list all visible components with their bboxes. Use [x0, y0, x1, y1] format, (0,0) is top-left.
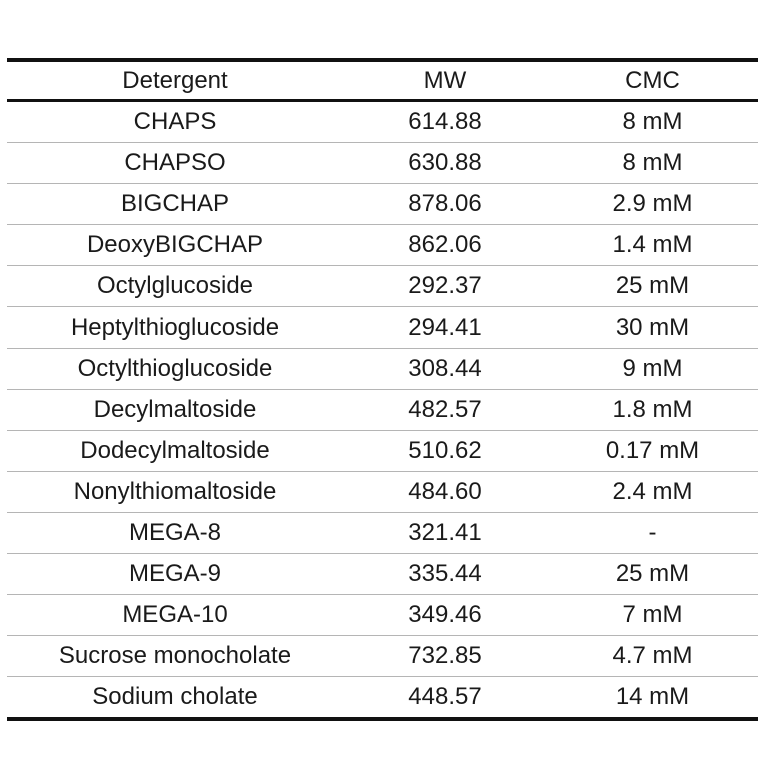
mw-cell: 308.44 — [343, 348, 547, 389]
cmc-cell: 25 mM — [547, 266, 758, 307]
detergent-cell: CHAPS — [7, 101, 343, 143]
mw-cell: 510.62 — [343, 430, 547, 471]
mw-cell: 294.41 — [343, 307, 547, 348]
mw-cell: 335.44 — [343, 554, 547, 595]
table-row — [7, 266, 758, 307]
detergent-cell: MEGA-8 — [7, 512, 343, 553]
table-row — [7, 225, 758, 266]
detergent-cell: BIGCHAP — [7, 184, 343, 225]
mw-cell: 484.60 — [343, 471, 547, 512]
detergent-cell: Dodecylmaltoside — [7, 430, 343, 471]
mw-cell: 630.88 — [343, 143, 547, 184]
cmc-cell: 7 mM — [547, 595, 758, 636]
mw-cell: 614.88 — [343, 101, 547, 143]
header-cmc: CMC — [547, 60, 758, 101]
mw-cell: 878.06 — [343, 184, 547, 225]
cmc-cell: 30 mM — [547, 307, 758, 348]
detergent-table-container — [7, 58, 758, 721]
header-detergent: Detergent — [7, 60, 343, 101]
table-row — [7, 554, 758, 595]
cmc-cell: 0.17 mM — [547, 430, 758, 471]
table-header — [7, 60, 758, 101]
cmc-cell: 1.4 mM — [547, 225, 758, 266]
table-row — [7, 348, 758, 389]
mw-cell: 292.37 — [343, 266, 547, 307]
header-mw: MW — [343, 60, 547, 101]
table-row — [7, 101, 758, 143]
table-row — [7, 471, 758, 512]
detergent-cell: DeoxyBIGCHAP — [7, 225, 343, 266]
detergent-cell: Octylthioglucoside — [7, 348, 343, 389]
cmc-cell: 2.9 mM — [547, 184, 758, 225]
cmc-cell: 4.7 mM — [547, 636, 758, 677]
cmc-cell: - — [547, 512, 758, 553]
table-row — [7, 430, 758, 471]
cmc-cell: 8 mM — [547, 101, 758, 143]
table-row — [7, 143, 758, 184]
mw-cell: 448.57 — [408, 683, 482, 711]
cmc-cell: 9 mM — [547, 348, 758, 389]
detergent-cell: Octylglucoside — [7, 266, 343, 307]
table-row — [7, 677, 758, 720]
detergent-cell: Nonylthiomaltoside — [7, 471, 343, 512]
table-row — [7, 389, 758, 430]
table-row — [7, 636, 758, 677]
detergent-cell: Sodium cholate — [92, 683, 258, 711]
cmc-cell: 14 mM — [615, 683, 690, 711]
table-body — [7, 101, 758, 720]
table-row — [7, 595, 758, 636]
detergent-cell: MEGA-10 — [7, 595, 343, 636]
detergent-cell: Sucrose monocholate — [7, 636, 343, 677]
table-row — [7, 307, 758, 348]
mw-cell: 732.85 — [343, 636, 547, 677]
detergent-cell: Decylmaltoside — [7, 389, 343, 430]
cmc-cell: 1.8 mM — [547, 389, 758, 430]
detergent-cell: Heptylthioglucoside — [7, 307, 343, 348]
table-row — [7, 184, 758, 225]
cmc-cell: 2.4 mM — [547, 471, 758, 512]
cmc-cell: 25 mM — [547, 554, 758, 595]
mw-cell: 482.57 — [343, 389, 547, 430]
header-row — [7, 60, 758, 101]
mw-cell: 321.41 — [343, 512, 547, 553]
detergent-table — [7, 58, 758, 721]
detergent-cell: CHAPSO — [7, 143, 343, 184]
mw-cell: 349.46 — [343, 595, 547, 636]
detergent-cell: MEGA-9 — [7, 554, 343, 595]
table-row — [7, 512, 758, 553]
mw-cell: 862.06 — [343, 225, 547, 266]
cmc-cell: 8 mM — [547, 143, 758, 184]
